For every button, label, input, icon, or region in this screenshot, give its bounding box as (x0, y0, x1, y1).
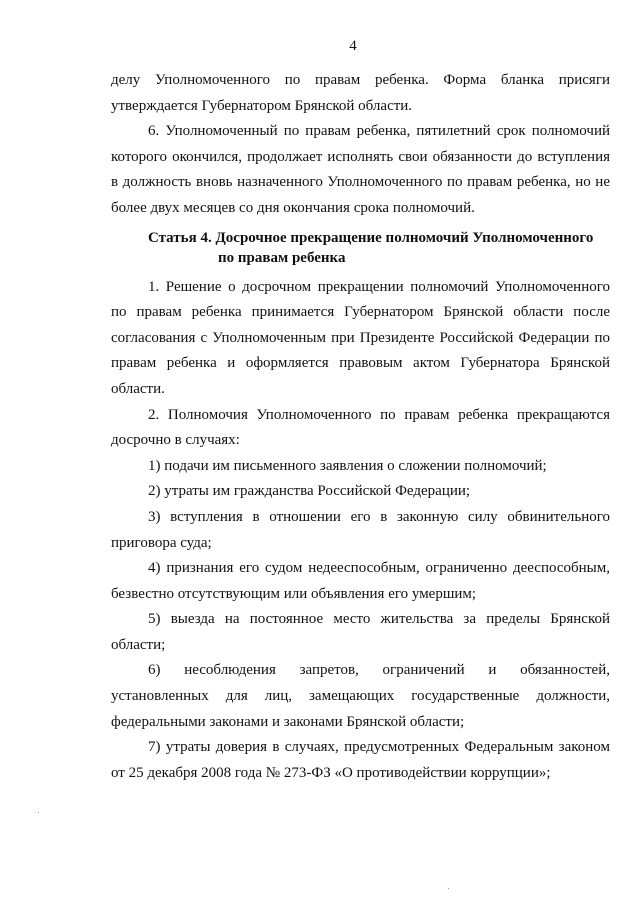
paragraph-6: 6. Уполномоченный по правам ребенка, пятилетний срок полномочий которого окончился, продолжает исполнять свои обязанности до вступления в должность вновь назначенного Уполномоченного по правам ребенка, но не более двух месяцев со дня окончания срока полномочий. (111, 123, 610, 216)
article-4-heading-line-2: по правам ребенка (218, 249, 346, 266)
page-number: 4 (349, 38, 357, 54)
article-4-heading (111, 228, 610, 268)
article-4-paragraph-1: 1. Решение о досрочном прекращении полномочий Уполномоченного по правам ребенка принимается Губернатором Брянской области после согласования с Уполномоченным при Президенте Российской Федерации по правам ребенка и оформляется правовым актом Губернатора Брянской области. (111, 278, 610, 397)
paragraph-continuation: делу Уполномоченного по правам ребенка. Форма бланка присяги утверждается Губернатором Брянской области. (111, 72, 610, 114)
document-body (111, 68, 610, 786)
article-4-heading-line-1: Статья 4. Досрочное прекращение полномочий Уполномоченного (148, 229, 594, 246)
list-item: 3) вступления в отношении его в законную силу обвинительного приговора суда; (111, 508, 610, 551)
list-item: 7) утраты доверия в случаях, предусмотренных Федеральным законом от 25 декабря 2008 года № 273-ФЗ «О противодействии коррупции»; (111, 739, 610, 781)
scan-speck (38, 812, 39, 813)
list-item: 1) подачи им письменного заявления о сложении полномочий; (148, 457, 547, 474)
list-item: 2) утраты им гражданства Российской Федерации; (148, 483, 471, 500)
list-item: 4) признания его судом недееспособным, ограниченно дееспособным, безвестно отсутствующим или объявления его умершим; (111, 560, 610, 602)
article-4-paragraph-2: 2. Полномочия Уполномоченного по правам ребенка прекращаются досрочно в случаях: (111, 406, 610, 449)
list-item: 6) несоблюдения запретов, ограничений и обязанностей, установленных для лиц, замещающих государственные должности, федеральными законами и законами Брянской области; (111, 662, 610, 730)
list-item: 5) выезда на постоянное место жительства за пределы Брянской области; (111, 611, 610, 653)
scan-speck (448, 888, 449, 889)
